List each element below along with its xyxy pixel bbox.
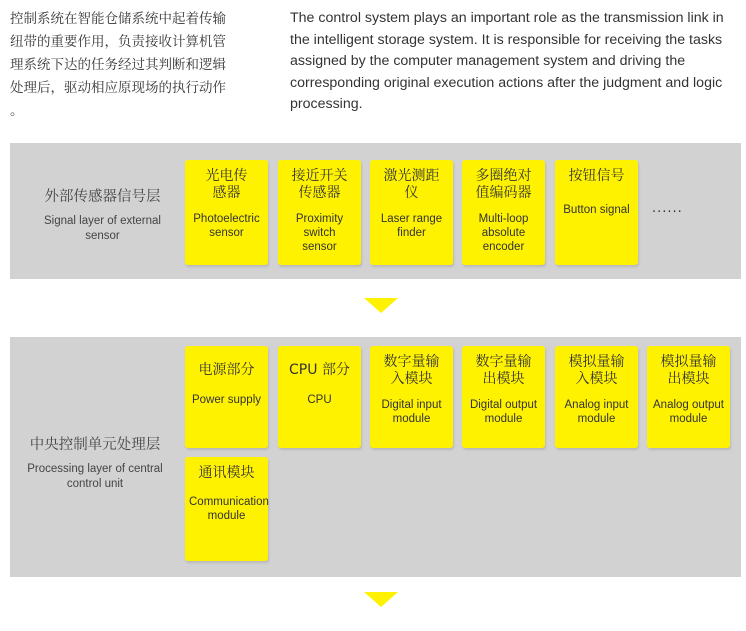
intro-zh-line: 理系统下达的任务经过其判断和逻辑	[10, 57, 226, 73]
intro-en-line: assigned by the computer management system and driving the	[290, 53, 686, 69]
intro-en-line: processing.	[290, 96, 363, 112]
sensor-layer-label-en: Signal layer of external sensor	[44, 215, 161, 242]
intro-zh-line: 纽带的重要作用，负责接收计算机管	[10, 34, 226, 50]
power-supply-box: 电源部分 Power supply	[185, 346, 268, 448]
laser-range-finder-box: 激光测距 仪 Laser range finder	[370, 160, 453, 265]
processing-layer-label	[10, 433, 180, 492]
more-sensors-ellipsis: ······	[652, 205, 683, 220]
processing-layer-label-en: Processing layer of central control unit	[27, 463, 163, 490]
proximity-switch-sensor-box: 接近开关 传感器 Proximity switch sensor	[278, 160, 361, 265]
intro-en-line: corresponding original execution actions after the judgment and logic	[290, 74, 723, 91]
intro-zh-line: 。	[10, 103, 24, 119]
digital-input-module-box: 数字量输 入模块 Digital input module	[370, 346, 453, 448]
sensor-layer-label-zh: 外部传感器信号层	[44, 189, 161, 205]
intro-en-line: the intelligent storage system. It is responsible for receiving the tasks	[290, 31, 723, 48]
intro-english-text	[290, 8, 740, 116]
intro-zh-line: 控制系统在智能仓储系统中起着传输	[10, 11, 226, 27]
intro-en-line: The control system plays an important role as the transmission link in	[290, 10, 724, 26]
analog-output-module-box: 模拟量输 出模块 Analog output module	[647, 346, 730, 448]
processing-layer-label-zh: 中央控制单元处理层	[29, 437, 161, 453]
digital-output-module-box: 数字量输 出模块 Digital output module	[462, 346, 545, 448]
communication-module-box: 通讯模块 Communication module	[185, 457, 268, 561]
intro-chinese-text	[10, 8, 268, 123]
down-arrow-icon	[364, 592, 398, 607]
multi-loop-absolute-encoder-box: 多圈绝对 值编码器 Multi-loop absolute encoder	[462, 160, 545, 265]
button-signal-box: 按钮信号 Button signal	[555, 160, 638, 265]
down-arrow-icon	[364, 298, 398, 313]
intro-zh-line: 处理后，驱动相应原现场的执行动作	[10, 80, 226, 96]
photoelectric-sensor-box: 光电传 感器 Photoelectric sensor	[185, 160, 268, 265]
cpu-box: CPU 部分 CPU	[278, 346, 361, 448]
analog-input-module-box: 模拟量输 入模块 Analog input module	[555, 346, 638, 448]
sensor-layer-label	[20, 185, 185, 244]
